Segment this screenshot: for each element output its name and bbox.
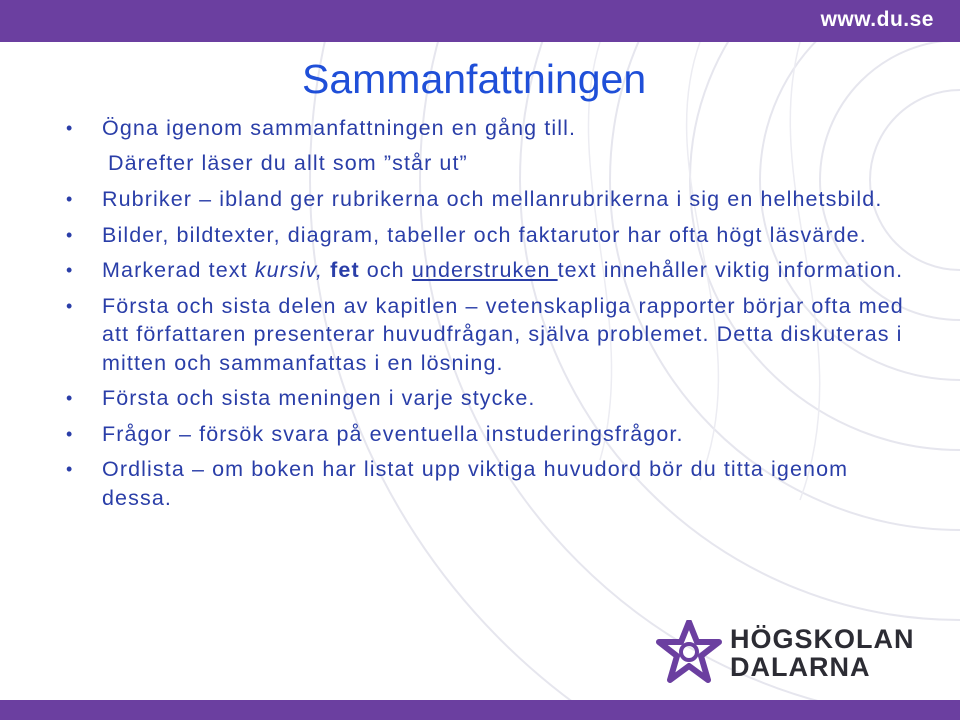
slide-title: Sammanfattningen — [302, 56, 647, 102]
bullet-item — [62, 455, 922, 512]
bullet-icon: • — [66, 260, 74, 280]
bullet-text: Första och sista delen av kapitlen – vetenskapliga rapporter börjar ofta med att författaren presenterar huvudfrågan, själva problemet. Detta diskuteras i mitten och sammanfattas i en lösning. — [102, 293, 904, 375]
bullet-text: Ögna igenom sammanfattningen en gång till. — [102, 116, 577, 140]
bullet-icon: • — [66, 388, 74, 408]
bullet-item — [62, 185, 922, 214]
hogskolan-dalarna-logo — [656, 620, 936, 684]
logo-text-line1: HÖGSKOLAN — [730, 624, 915, 654]
bullet-text-suffix: text innehåller viktig information. — [557, 258, 904, 282]
bullet-text: Rubriker – ibland ger rubrikerna och mellanrubrikerna i sig en helhetsbild. — [102, 187, 883, 211]
underlined-text: understruken — [411, 258, 558, 282]
logo-text-line2: DALARNA — [730, 652, 871, 682]
top-bar — [0, 0, 960, 42]
bullet-text: Bilder, bildtexter, diagram, tabeller och faktarutor har ofta högt läsvärde. — [102, 222, 867, 247]
hogskolan-dalarna-star-logo-icon — [656, 620, 722, 684]
bold-text: fet — [330, 258, 360, 282]
bullet-text-prefix: Markerad text — [102, 258, 255, 282]
bullet-item — [62, 384, 922, 413]
bullet-text-mid: och — [359, 258, 412, 282]
bullet-text: Ordlista – om boken har listat upp viktiga huvudord bör du titta igenom dessa. — [102, 457, 849, 510]
bullet-item — [62, 221, 922, 250]
bullet-item — [62, 256, 922, 285]
bullet-list — [62, 114, 922, 512]
bullet-icon: • — [66, 423, 74, 444]
bullet-icon: • — [66, 224, 74, 245]
bullet-icon: • — [66, 189, 74, 209]
sub-item — [62, 149, 922, 178]
bullet-item — [62, 114, 922, 143]
bullet-text: Första och sista meningen i varje stycke. — [102, 386, 536, 410]
bullet-text: Frågor – försök svara på eventuella instuderingsfrågor. — [102, 421, 684, 446]
bottom-bar — [0, 700, 960, 720]
bullet-icon: • — [66, 295, 74, 316]
bullet-icon: • — [66, 459, 74, 479]
italic-text: kursiv, — [254, 258, 324, 282]
bullet-item — [62, 420, 922, 449]
bullet-item — [62, 292, 922, 378]
bullet-icon: • — [66, 118, 74, 138]
site-url[interactable]: www.du.se — [820, 8, 934, 31]
sub-text: Därefter läser du allt som ”står ut” — [108, 150, 468, 175]
